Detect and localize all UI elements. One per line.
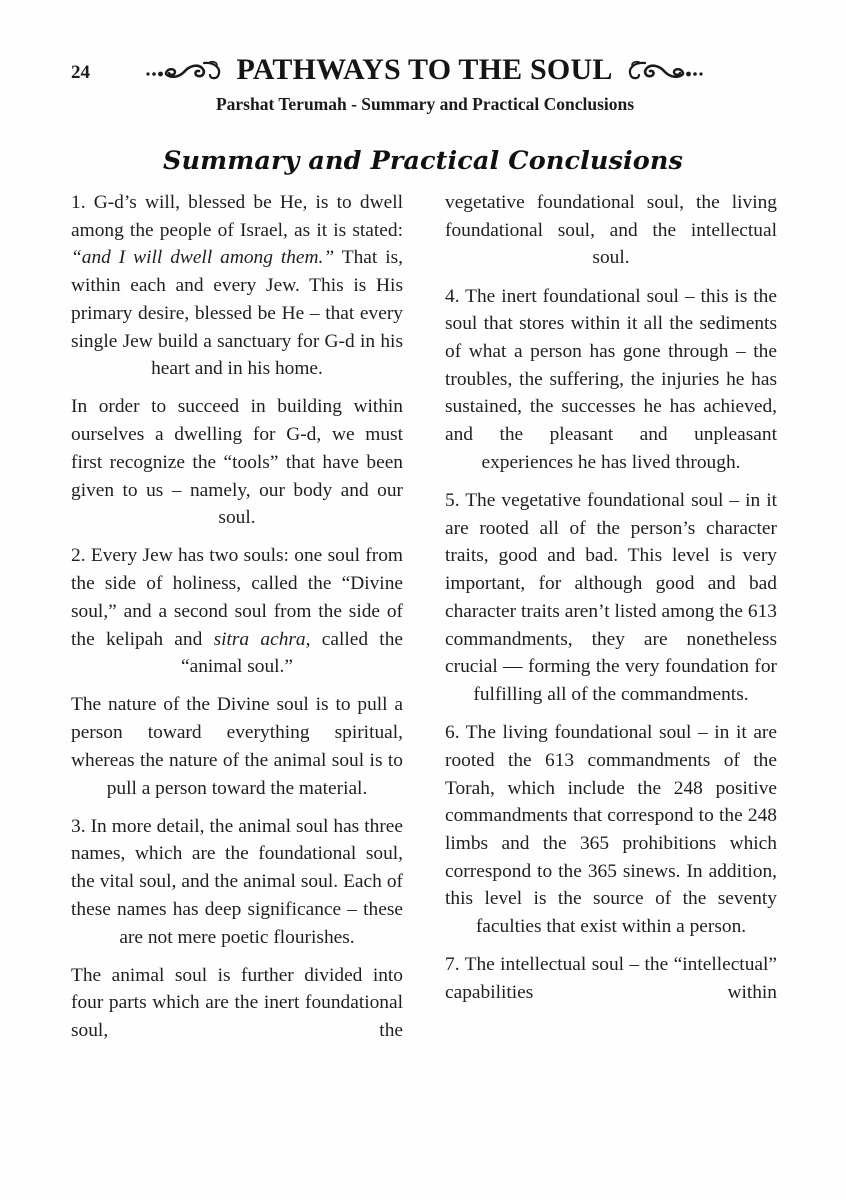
page-number: 24 bbox=[71, 62, 90, 83]
paragraph bbox=[445, 283, 777, 477]
paragraph-text: , called the “animal soul.” bbox=[181, 628, 403, 678]
paragraph bbox=[71, 962, 403, 1045]
paragraph-text: vegetative foundational soul, the living foundational soul, and the intellectual soul. bbox=[445, 192, 777, 269]
paragraph-text: 3. In more detail, the animal soul has three names, which are the foundational soul, the vital soul, and the animal soul. Each of these names has deep significance – these are not mere poetic flourishes. bbox=[71, 815, 403, 948]
paragraph bbox=[445, 189, 777, 272]
italic-text: “and I will dwell among them.” bbox=[71, 247, 335, 269]
paragraph bbox=[71, 393, 403, 532]
paragraph bbox=[71, 542, 403, 681]
chapter-subtitle: Parshat Terumah - Summary and Practical Conclusions bbox=[215, 94, 635, 114]
paragraph bbox=[71, 813, 403, 952]
running-header bbox=[0, 52, 846, 88]
paragraph bbox=[445, 487, 777, 709]
left-flourish-icon bbox=[144, 59, 232, 81]
paragraph-text: 2. Every Jew has two souls: one soul from the side of holiness, called the “Divine soul,” and a second soul from the side of the kelipah and bbox=[71, 545, 403, 650]
paragraph bbox=[445, 951, 777, 1006]
paragraph bbox=[445, 719, 777, 941]
book-title-row bbox=[132, 52, 717, 88]
paragraph-text: The animal soul is further divided into four parts which are the inert foundational soul, the bbox=[71, 964, 403, 1042]
right-flourish-icon bbox=[617, 59, 705, 81]
book-title: PATHWAYS TO THE SOUL bbox=[236, 53, 613, 86]
paragraph bbox=[71, 691, 403, 802]
paragraph-text: 5. The vegetative foundational soul – in it are rooted all of the person’s character traits, good and bad. This level is very important, for although good and bad character traits aren’t listed among the 613 commandments, they are nonetheless crucial — forming the very foundation for fulfilling all of the commandments. bbox=[445, 490, 777, 705]
paragraph bbox=[71, 189, 403, 383]
paragraph-text: 4. The inert foundational soul – this is the soul that stores within it all the sediments of what a person has gone through – the troubles, the suffering, the injuries he has sustained, the successes he has achieved, and the pleasant and unpleasant experiences he has lived through. bbox=[445, 285, 777, 473]
right-column bbox=[445, 189, 777, 1017]
paragraph-text: In order to succeed in building within ourselves a dwelling for G-d, we must first recognize the “tools” that have been given to us – namely, our body and our soul. bbox=[71, 396, 403, 529]
italic-text: sitra achra bbox=[213, 628, 306, 650]
paragraph-text: 1. G-d’s will, blessed be He, is to dwell among the people of Israel, as it is stated: bbox=[71, 192, 403, 241]
paragraph-text: The nature of the Divine soul is to pull a person toward everything spiritual, whereas the nature of the animal soul is to pull a person toward the material. bbox=[71, 694, 403, 799]
section-title: Summary and Practical Conclusions bbox=[163, 146, 683, 176]
paragraph-text: 6. The living foundational soul – in it are rooted the 613 commandments of the Torah, which include the 248 positive commandments that correspond to the 248 limbs and the 365 prohibitions which correspond to the 365 sinews. In addition, this level is the source of the seventy faculties that exist within a person. bbox=[445, 722, 777, 938]
paragraph-text: That is, within each and every Jew. This is His primary desire, blessed be He – that every single Jew build a sanctuary for G-d in his heart and in his home. bbox=[71, 247, 403, 380]
left-column bbox=[71, 189, 403, 1055]
paragraph-text: 7. The intellectual soul – the “intellectual” capabilities within bbox=[445, 954, 777, 1003]
